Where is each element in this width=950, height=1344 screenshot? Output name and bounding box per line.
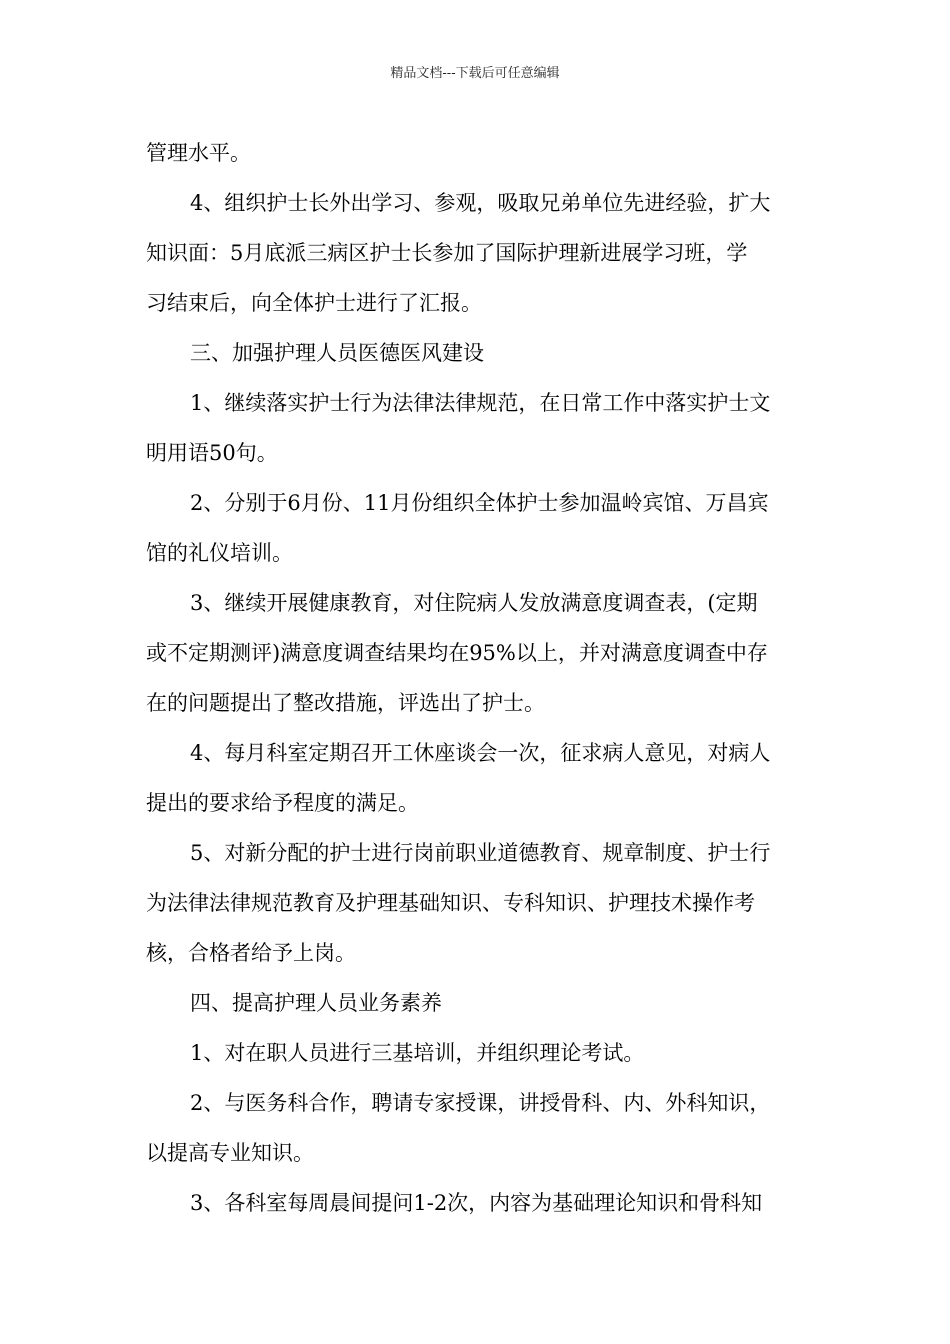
text-line: 2、与医务科合作，聘请专家授课，讲授骨科、内、外科知识， (190, 1091, 771, 1115)
text-line: 3、各科室每周晨间提问1-2次，内容为基础理论知识和骨科知 (190, 1191, 763, 1215)
text-line: 管理水平。 (146, 141, 251, 165)
text-line: 2、分别于6月份、11月份组织全体护士参加温岭宾馆、万昌宾 (190, 491, 769, 515)
text-line: 以提高专业知识。 (146, 1141, 314, 1165)
document-body (146, 128, 810, 1228)
text-line: 明用语50句。 (146, 441, 278, 465)
text-line: 馆的礼仪培训。 (146, 541, 293, 565)
text-line: 在的问题提出了整改措施，评选出了护士。 (146, 691, 545, 715)
text-line: 3、继续开展健康教育，对住院病人发放满意度调查表，(定期 (190, 591, 758, 615)
text-line: 核，合格者给予上岗。 (146, 941, 356, 965)
text-line: 或不定期测评)满意度调查结果均在95%以上，并对满意度调查中存 (146, 641, 768, 665)
text-line: 知识面：5月底派三病区护士长参加了国际护理新进展学习班，学 (146, 241, 748, 265)
page-header: 精品文档---下载后可任意编辑 (390, 66, 560, 81)
text-line: 提出的要求给予程度的满足。 (146, 791, 419, 815)
section-heading: 三、加强护理人员医德医风建设 (190, 341, 484, 365)
section-heading: 四、提高护理人员业务素养 (190, 991, 442, 1015)
text-line: 1、对在职人员进行三基培训，并组织理论考试。 (190, 1041, 645, 1065)
text-line: 4、组织护士长外出学习、参观，吸取兄弟单位先进经验，扩大 (190, 191, 771, 215)
text-line: 为法律法律规范教育及护理基础知识、专科知识、护理技术操作考 (146, 891, 755, 915)
text-line: 习结束后，向全体护士进行了汇报。 (146, 291, 482, 315)
text-line: 4、每月科室定期召开工休座谈会一次，征求病人意见，对病人 (190, 741, 771, 765)
text-line: 5、对新分配的护士进行岗前职业道德教育、规章制度、护士行 (190, 841, 771, 865)
text-line: 1、继续落实护士行为法律法律规范，在日常工作中落实护士文 (190, 391, 771, 415)
